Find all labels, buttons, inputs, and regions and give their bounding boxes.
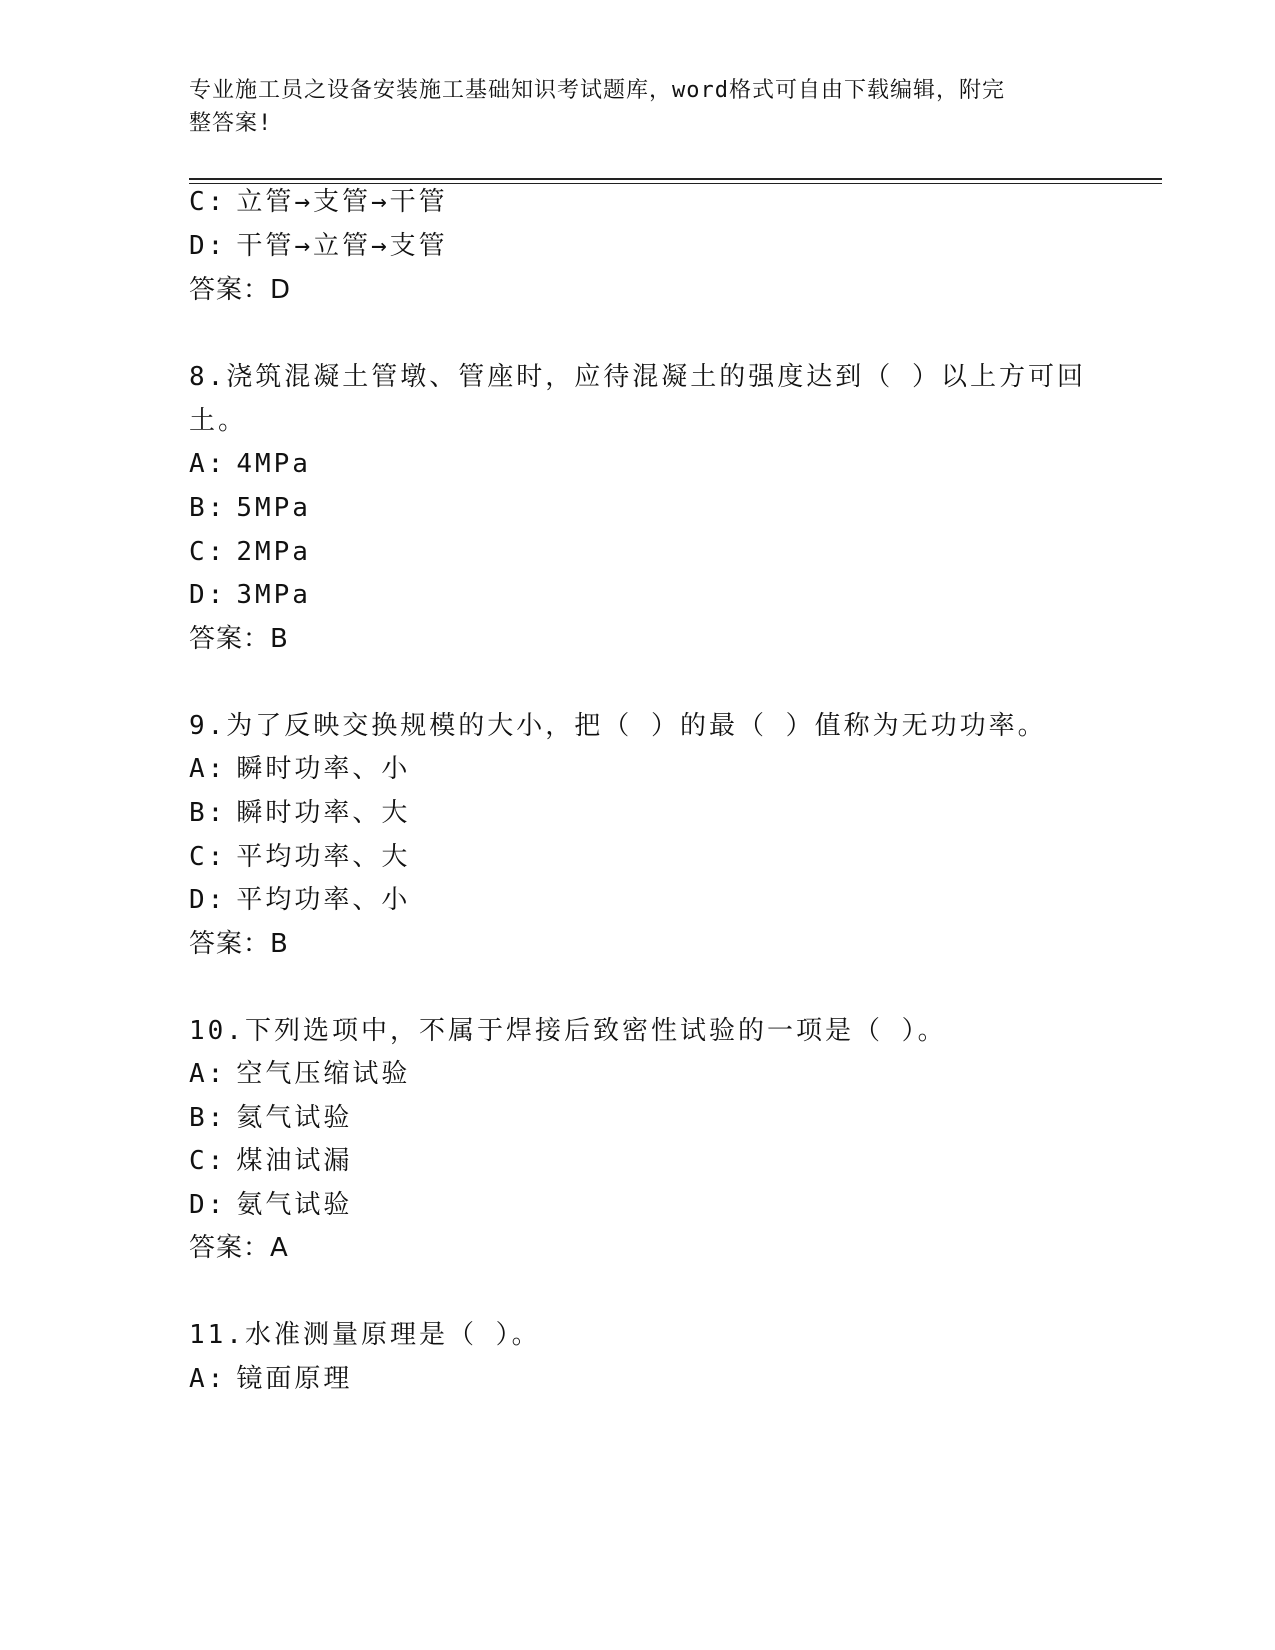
option-label: D: bbox=[189, 580, 227, 610]
option-label: D: bbox=[189, 231, 227, 261]
question-10: 10.下列选项中，不属于焊接后致密性试验的一项是（ ）。 bbox=[189, 1016, 947, 1046]
option-text: 氨气试验 bbox=[236, 1190, 353, 1220]
option-text: 平均功率、小 bbox=[236, 885, 411, 915]
option-text: 3MPa bbox=[236, 580, 311, 610]
option-label: B: bbox=[189, 798, 227, 828]
question-8: 8.浇筑混凝土管墩、管座时，应待混凝土的强度达到（ ）以上方可回 bbox=[189, 362, 1086, 392]
option-d bbox=[189, 578, 311, 612]
option-text: 瞬时功率、大 bbox=[236, 798, 411, 828]
option-a bbox=[189, 1362, 352, 1396]
option-text: 4MPa bbox=[236, 449, 311, 479]
header-divider-thick bbox=[189, 178, 1162, 180]
option-label: B: bbox=[189, 493, 227, 523]
option-d bbox=[189, 229, 448, 263]
question-8-continuation: 土。 bbox=[189, 406, 248, 436]
option-text: 空气压缩试验 bbox=[236, 1059, 411, 1089]
header-line-2: 整答案! bbox=[189, 111, 273, 136]
option-text: 立管→支管→干管 bbox=[236, 187, 448, 217]
answer-line: 答案：B bbox=[189, 624, 289, 654]
option-label: D: bbox=[189, 1190, 227, 1220]
header-divider-thin bbox=[189, 183, 1162, 184]
document-header bbox=[189, 74, 1069, 140]
question-9: 9.为了反映交换规模的大小，把（ ）的最（ ）值称为无功功率。 bbox=[189, 711, 1047, 741]
option-label: A: bbox=[189, 1059, 227, 1089]
answer-line: 答案：B bbox=[189, 929, 289, 959]
option-label: C: bbox=[189, 187, 227, 217]
answer-line: 答案：D bbox=[189, 275, 292, 305]
header-line-1: 专业施工员之设备安装施工基础知识考试题库，word格式可自由下载编辑，附完 bbox=[189, 78, 1005, 103]
option-b bbox=[189, 491, 311, 525]
option-text: 5MPa bbox=[236, 493, 311, 523]
option-text: 镜面原理 bbox=[236, 1364, 353, 1394]
option-a bbox=[189, 447, 311, 481]
option-text: 干管→立管→支管 bbox=[236, 231, 448, 261]
option-c bbox=[189, 840, 410, 874]
option-c bbox=[189, 535, 311, 569]
option-label: C: bbox=[189, 1146, 227, 1176]
answer-line: 答案：A bbox=[189, 1233, 289, 1263]
option-a bbox=[189, 1057, 410, 1091]
option-b bbox=[189, 796, 410, 830]
option-label: C: bbox=[189, 537, 227, 567]
option-label: A: bbox=[189, 449, 227, 479]
option-c bbox=[189, 185, 448, 219]
option-c bbox=[189, 1144, 352, 1178]
option-d bbox=[189, 883, 410, 917]
option-text: 瞬时功率、小 bbox=[236, 754, 411, 784]
option-d bbox=[189, 1188, 352, 1222]
option-label: C: bbox=[189, 842, 227, 872]
option-label: A: bbox=[189, 754, 227, 784]
option-label: A: bbox=[189, 1364, 227, 1394]
option-text: 煤油试漏 bbox=[236, 1146, 353, 1176]
option-text: 平均功率、大 bbox=[236, 842, 411, 872]
option-b bbox=[189, 1101, 352, 1135]
option-text: 2MPa bbox=[236, 537, 311, 567]
option-a bbox=[189, 752, 410, 786]
option-text: 氦气试验 bbox=[236, 1103, 353, 1133]
question-11: 11.水准测量原理是（ ）。 bbox=[189, 1320, 541, 1350]
option-label: B: bbox=[189, 1103, 227, 1133]
option-label: D: bbox=[189, 885, 227, 915]
